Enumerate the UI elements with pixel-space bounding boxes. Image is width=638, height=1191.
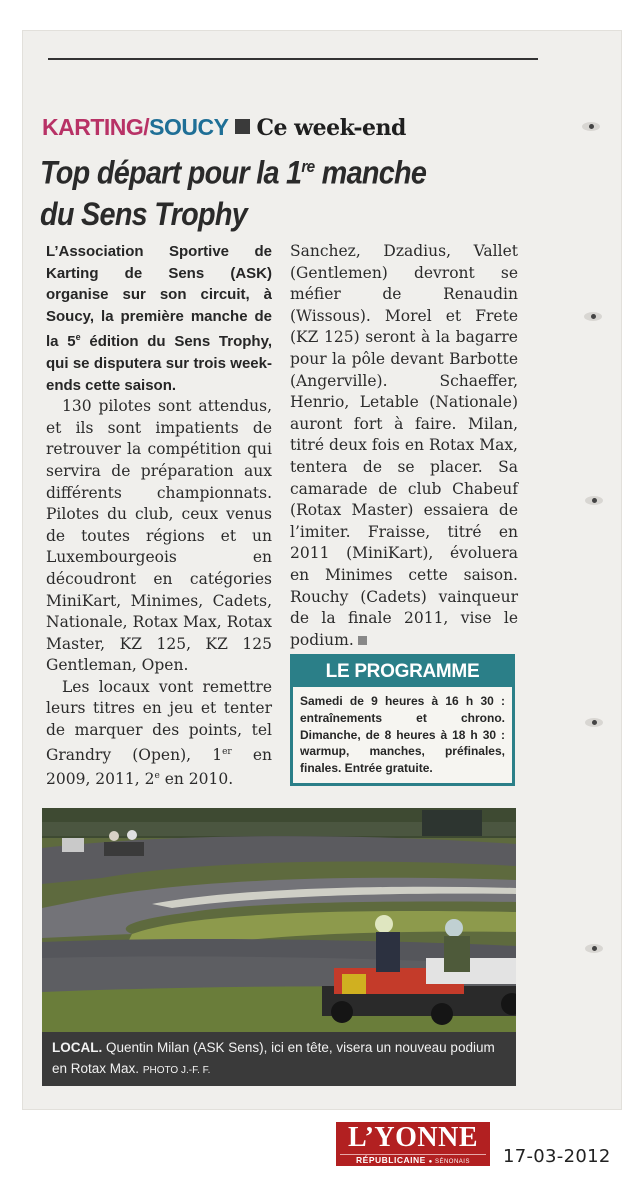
programme-text: Samedi de 9 heures à 16 h 30 : entraînements et chrono. Dimanche, de 8 heures à 18 h 30 : warmup, manches, préfinales, finales. Entrée gratuite. <box>300 694 505 776</box>
headline: Top départ pour la 1re manche du Sens Trophy <box>40 154 427 232</box>
body-paragraph: Sanchez, Dzadius, Vallet (Gentlemen) devront se méfier de Renaudin (Wissous). Morel et Frete (KZ 125) seront à la bagarre pour la pôle devant Barbotte (Angerville). Schaeffer, Henrio, Letable (Nationale) auront fort à faire. Milan, titré deux fois en Rotax Max, tentera de se placer. Sa camarade de club Chabeuf (Rotax Master) essaiera de l’imiter. Fraisse, titré en 2011 (MiniKart), évoluera en Minimes cette saison. Rouchy (Cadets) vainqueur de la finale 2011, vise le podium. <box>290 242 518 649</box>
binder-hole <box>585 944 603 953</box>
publication-date: 17-03-2012 <box>503 1146 611 1167</box>
programme-title: LE PROGRAMME <box>293 657 512 687</box>
photo-credit: PHOTO J.-F. F. <box>142 1065 211 1076</box>
karting-photo-image <box>42 808 516 1032</box>
section-kicker <box>42 114 406 141</box>
binder-hole <box>585 496 603 505</box>
square-bullet-icon <box>235 119 250 134</box>
newspaper-clipping <box>22 30 622 1110</box>
end-of-article-icon <box>358 636 367 645</box>
programme-box <box>290 654 515 786</box>
binder-hole <box>582 122 600 131</box>
binder-hole <box>585 718 603 727</box>
karting-photo <box>42 808 516 1032</box>
lead-paragraph: L’Association Sportive de Karting de Sens (ASK) organise sur son circuit, à Soucy, la première manche de la 5e édition du Sens Trophy, qui se disputera sur trois week-ends cette saison. <box>46 243 272 394</box>
logo-subtitle: RÉPUBLICAINE ● SÉNONAIS <box>340 1154 486 1167</box>
binder-hole <box>584 312 602 321</box>
kicker-when: Ce week-end <box>256 115 406 141</box>
column-left <box>46 241 272 791</box>
top-rule <box>48 58 538 60</box>
kicker-place: SOUCY <box>149 114 229 140</box>
kicker-topic: KARTING/ <box>42 114 150 140</box>
photo-caption: LOCAL. Quentin Milan (ASK Sens), ici en tête, visera un nouveau podium en Rotax Max. PHOTO J.-F. F. <box>42 1032 516 1086</box>
body-paragraph: 130 pilotes sont attendus, et ils sont impatients de retrouver la compétition qui servira de préparation aux différents championnats. Pilotes du club, ceux venus de toutes régions et un Luxembourgeois en découdront en catégories MiniKart, Minimes, Cadets, Nationale, Rotax Max, Rotax Master, KZ 125, KZ 125 Gentleman, Open. <box>46 397 272 675</box>
body-paragraph: Les locaux vont remettre leurs titres en jeu et tenter de marquer des points, tel Grandry (Open), 1er en 2009, 2011, 2e en 2010. <box>46 677 272 789</box>
logo-title: L’YONNE <box>347 1122 479 1153</box>
column-right <box>290 241 518 651</box>
newspaper-logo <box>336 1122 490 1166</box>
